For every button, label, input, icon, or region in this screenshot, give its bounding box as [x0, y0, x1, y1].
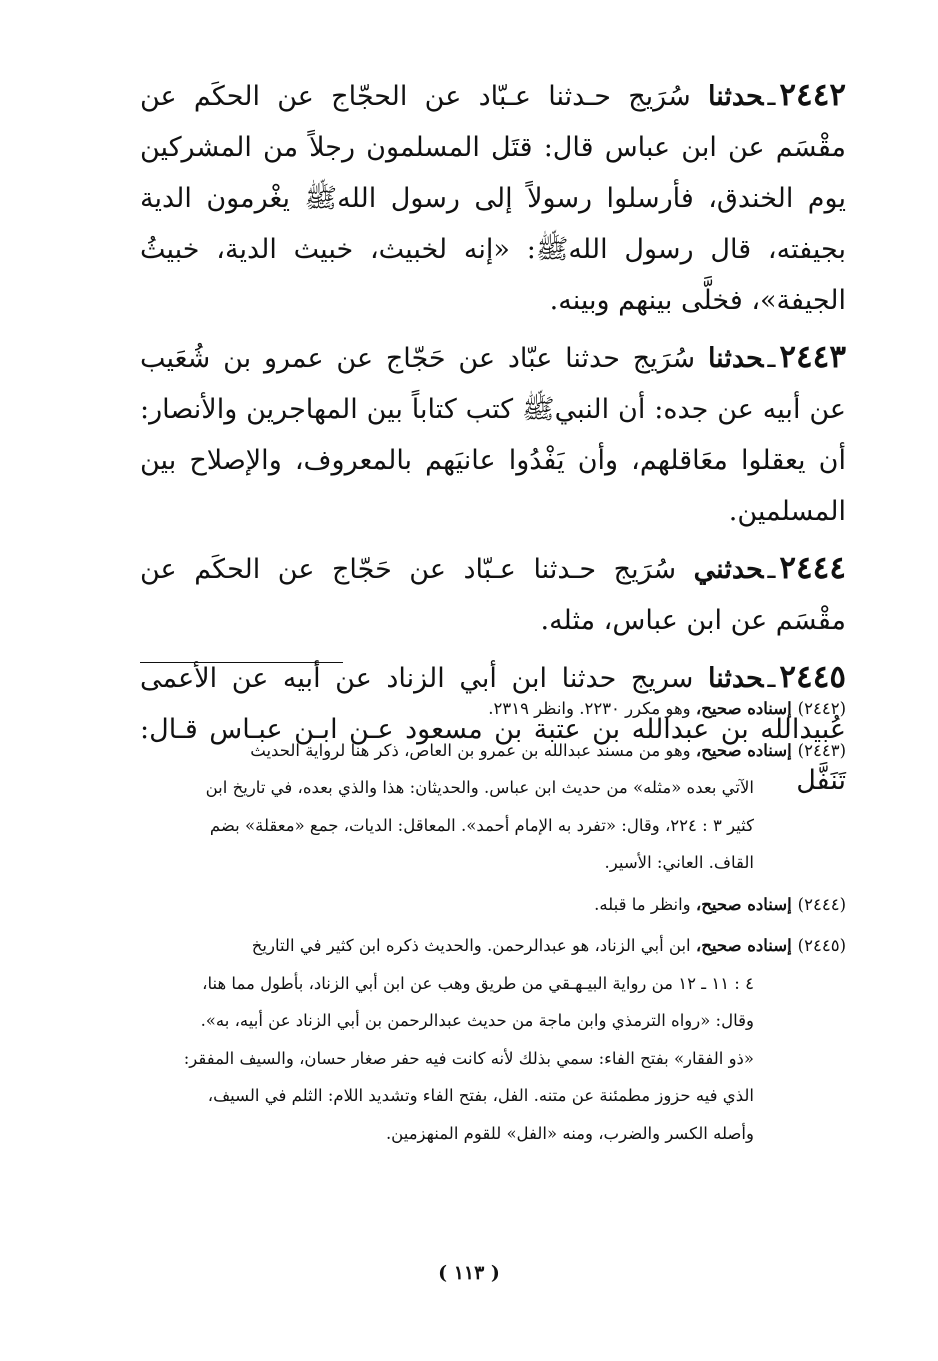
footnote-line: وقال: «رواه الترمذي وابن ماجة من حديث عبدالرحمن بن أبي الزناد عن أبيه، به». [200, 1011, 754, 1030]
footnote-line: القاف. العاني: الأسير. [604, 853, 754, 872]
hadith-2443 [140, 332, 846, 537]
footnote-bold: إسناده صحيح، [695, 894, 792, 914]
hadith-keyword: حدثنا [707, 81, 764, 112]
hadith-dash: ـ [767, 663, 776, 694]
hadith-body: سريج حدثنا ابن أبي الزناد عن أبيه عن الأعمى عُبيدالله بن عبدالله بن عتبة بن مسعود عـن ابـن عبـاس قـال: تَنَفَّل [140, 663, 846, 796]
page-number: ( ١١٣ ) [438, 1262, 500, 1284]
footnote-ref: (٢٤٤٥) [797, 936, 846, 955]
footnote-line: كثير ٣ : ٢٢٤، وقال: «تفرد به الإمام أحمد». المعاقل: الديات، جمع «معقلة» بضم [209, 815, 754, 835]
hadith-number: ٢٤٤٥ [779, 659, 846, 695]
footnote-ref: (٢٤٤٤) [797, 894, 846, 914]
hadith-keyword: حدثنا [707, 663, 764, 694]
footnote-text: وهو من مسند عبدالله بن عمرو بن العاص، ذكر هنا لرواية الحديث [250, 740, 691, 760]
hadith-dash: ـ [767, 343, 776, 374]
footnote-text: وهو مكرر ٢٢٣٠. وانظر ٢٣١٩. [488, 699, 691, 718]
footnote-bold: إسناده صحيح، [695, 699, 792, 718]
footnote-text: وانظر ما قبله. [594, 894, 691, 914]
hadith-body: سُرَيج حـدثنا عـبّاد عن الحجّاج عن الحكَم عن مقْسَم عن ابن عباس قال: قتَل المسلمون رجلاً من المشركين يوم الخندق، فأرسلوا رسولاً إلى رسول اللهﷺ يغْرمون الدية بجيفته، قال رسول اللهﷺ: «إنه لخبيث، خبيث الدية، خبيثُ الجيفة»، فخلَّى بينهم وبينه. [140, 81, 846, 316]
footnote-divider [140, 662, 343, 663]
footnote-2444 [140, 886, 846, 924]
footnote-2442 [140, 690, 846, 728]
footnote-line: وأصله الكسر والضرب، ومنه «الفل» للقوم المنهزمين. [385, 1123, 754, 1143]
footnote-2445 [140, 927, 846, 1152]
hadith-dash: ـ [767, 554, 776, 585]
footnote-line: الآتي بعده «مثله» من حديث ابن عباس. والحديثان: هذا والذي بعده، في تاريخ ابن [205, 778, 754, 797]
hadith-number: ٢٤٤٢ [779, 77, 847, 113]
hadith-2444 [140, 543, 846, 646]
footnote-ref: (٢٤٤٣) [797, 740, 846, 760]
footnotes-block [140, 690, 846, 1156]
hadith-dash: ـ [767, 81, 776, 112]
footnote-bold: إسناده صحيح، [695, 740, 792, 760]
footnote-text: ابن أبي الزناد، هو عبدالرحمن. والحديث ذكره ابن كثير في التاريخ [251, 936, 691, 955]
footnote-bold: إسناده صحيح، [695, 936, 792, 955]
hadith-body: سُرَيج حـدثنا عـبّاد عن حَجّاج عن الحكَم عن مقْسَم عن ابن عباس، مثله. [140, 554, 846, 636]
hadith-number: ٢٤٤٣ [779, 339, 846, 375]
footnote-line: الذي فيه حزوز مطمئنة عن متنه. الفل، بفتح الفاء وتشديد اللام: الثلم في السيف، [207, 1086, 754, 1105]
hadith-body: سُرَيج حدثنا عبّاد عن حَجّاج عن عمرو بن شُعَيب عن أبيه عن جده: أن النبيﷺ كتب كتاباً بين المهاجرين والأنصار: أن يعقلوا معَاقلهم، وأن يَفْدُوا عانيَهم بالمعروف، والإصلاح بين المسلمين. [140, 343, 846, 527]
hadith-2442 [140, 70, 846, 326]
hadith-keyword: حدثنا [707, 343, 764, 374]
hadith-keyword: حدثني [693, 554, 764, 585]
footnote-line: ٤ : ١١ ـ ١٢ من رواية البيـهـقي من طريق وهب عن ابن أبي الزناد، بأطول مما هنا، [202, 973, 754, 993]
footnote-2443 [140, 732, 846, 882]
footnote-line: «ذو الفقار» بفتح الفاء: سمي بذلك لأنه كانت فيه حفر صغار حسان، والسيف المفقر: [183, 1048, 754, 1068]
footnote-ref: (٢٤٤٢) [797, 699, 846, 718]
hadith-number: ٢٤٤٤ [779, 550, 846, 586]
